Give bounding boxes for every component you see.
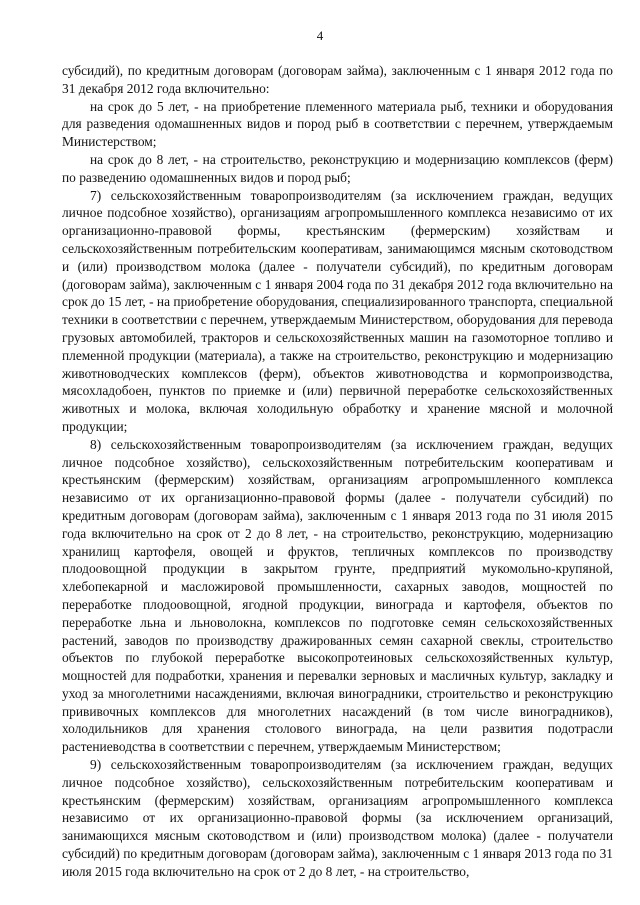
- paragraph-continuation: субсидий), по кредитным договорам (договорам займа), заключенным с 1 января 2012 года по 31 декабря 2012 года включительно:: [62, 63, 613, 96]
- paragraph-item-7: 7) сельскохозяйственным товаропроизводителям (за исключением граждан, ведущих личное подсобное хозяйство), организациям агропромышленного комплекса независимо от их организационно-правовой формы, крестьянским (фермерским) хозяйствам и сельскохозяйственным потребительским кооперативам, занимающимся мясным скотоводством и (или) производством молока (далее - получатели субсидий), по кредитным договорам (договорам займа), заключенным с 1 января 2004 года по 31 декабря 2012 года включительно на срок до 15 лет, - на приобретение оборудования, специализированного транспорта, специальной техники в соответствии с перечнем, утверждаемым Министерством, оборудования для перевода грузовых автомобилей, тракторов и сельскохозяйственных машин на газомоторное топливо и племенной продукции (материала), а также на строительство, реконструкцию и модернизацию животноводческих комплексов (ферм), объектов животноводства и кормопроизводства, мясохладобоен, пунктов по приемке и (или) первичной переработке сельскохозяйственных животных и молока, включая холодильную обработку и хранение мясной и молочной продукции;: [62, 187, 613, 434]
- paragraph-item-8: 8) сельскохозяйственным товаропроизводителям (за исключением граждан, ведущих личное подсобное хозяйство), сельскохозяйственным потребительским кооперативам и крестьянским (фермерским) хозяйствам, организациям агропромышленного комплекса независимо от их организационно-правовой формы (далее - получатели субсидий) по кредитным договорам (договорам займа), заключенным с 1 января 2013 года по 31 июля 2015 года включительно на срок от 2 до 8 лет, - на строительство, реконструкцию, модернизацию хранилищ картофеля, овощей и фруктов, тепличных комплексов по производству плодоовощной продукции в закрытом грунте, предприятий мукомольно-крупяной, хлебопекарной и масложировой промышленности, сахарных заводов, мощностей по переработке плодоовощной, ягодной продукции, винограда и картофеля, объектов по переработке льна и льноволокна, комплексов по подготовке семян сельскохозяйственных растений, заводов по производству дражированных семян сахарной свеклы, строительство объектов по глубокой переработке высокопротеиновых сельскохозяйственных культур, мощностей для подработки, хранения и перевалки зерновых и масличных культур, закладку и уход за многолетними насаждениями, включая виноградники, строительство и реконструкцию прививочных комплексов для многолетних насаждений (в том числе виноградников), холодильников для хранения столового винограда, на цели развития подотрасли растениеводства в соответствии с перечнем, утверждаемым Министерством;: [62, 436, 613, 755]
- document-body: [62, 62, 613, 881]
- paragraph-term-8-years: на срок до 8 лет, - на строительство, реконструкцию и модернизацию комплексов (ферм) по разведению одомашненных видов и пород рыб;: [62, 151, 613, 185]
- paragraph-term-5-years: на срок до 5 лет, - на приобретение племенного материала рыб, техники и оборудования для разведения одомашненных видов и пород рыб в соответствии с перечнем, утверждаемым Министерством;: [62, 98, 613, 150]
- paragraph-item-9: 9) сельскохозяйственным товаропроизводителям (за исключением граждан, ведущих личное подсобное хозяйство), сельскохозяйственным потребительским кооперативам и крестьянским (фермерским) хозяйствам, организациям агропромышленного комплекса независимо от их организационно-правовой формы (за исключением организаций, занимающихся мясным скотоводством и (или) производством молока) (далее - получатели субсидий) по кредитным договорам (договорам займа), заключенным с 1 января 2013 года по 31 июля 2015 года включительно на срок от 2 до 8 лет, - на строительство,: [62, 757, 613, 879]
- page-number: 4: [316, 28, 324, 43]
